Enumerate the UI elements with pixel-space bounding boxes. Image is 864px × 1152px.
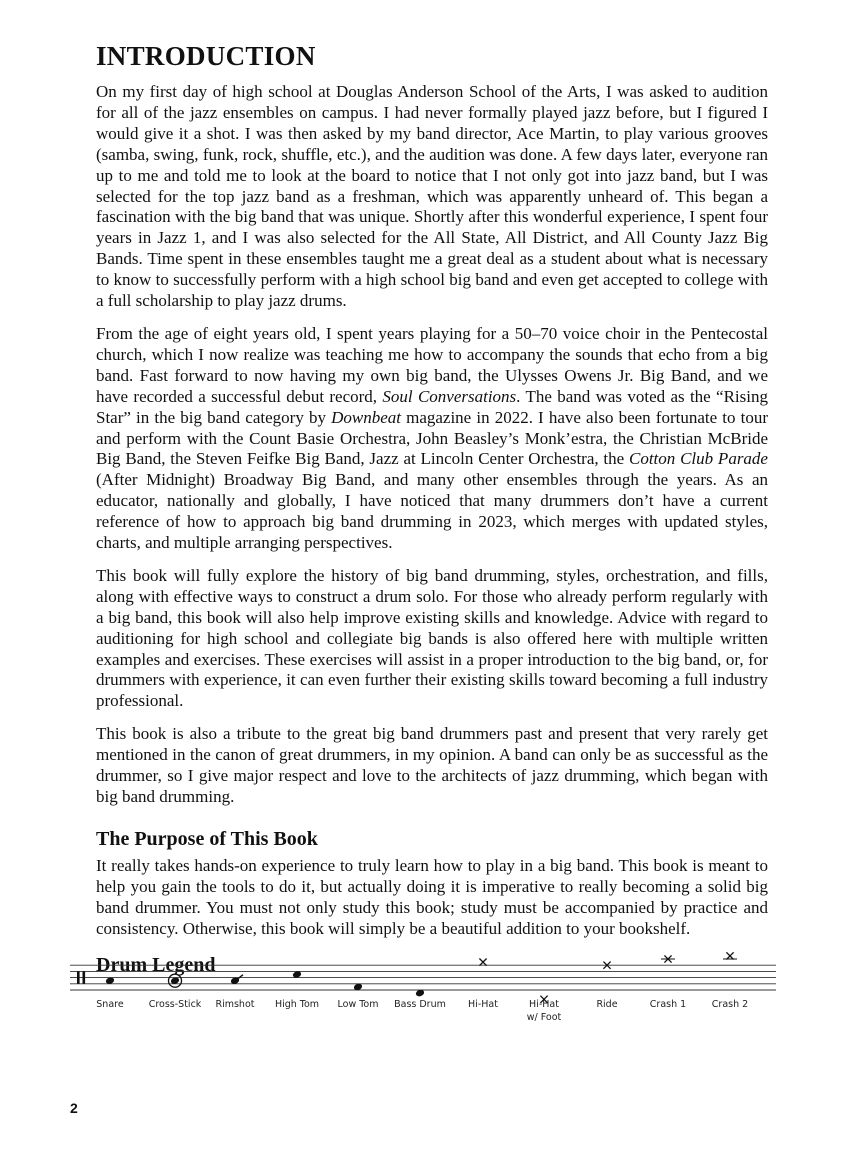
intro-paragraph-4: This book is also a tribute to the great big band drummers past and present that very rarely get mentioned in the canon of great drummers, in my opinion. A band can only be as successful as the drummer, so I give major respect and love to the architects of jazz drumming, which began with big band drumming.: [96, 724, 768, 806]
legend-label: [572, 998, 642, 1011]
magazine-title: Downbeat: [331, 407, 401, 427]
legend-label: [695, 998, 765, 1011]
text-run: (After Midnight) Broadway Big Band, and many other ensembles through the years. As an educator, nationally and globally, I have noticed that many drummers don’t have a current reference of how to approach big band drumming in 2023, which merges with updated styles, charts, and multiple arranging perspectives.: [96, 470, 768, 553]
album-title: Soul Conversations: [382, 386, 517, 406]
legend-label-line: w/ Foot: [526, 1012, 562, 1023]
legend-label: [262, 998, 332, 1011]
legend-label-line: Cross-Stick: [148, 999, 202, 1010]
text-run: . The band was voted as the “Rising Star” in the big band category by: [96, 386, 768, 427]
legend-label-line: Rimshot: [215, 999, 255, 1010]
drum-legend-staff: [70, 955, 770, 1000]
intro-paragraph-3: This book will fully explore the history of big band drumming, styles, orchestration, and fills, along with effective ways to construct a drum solo. For those who already perform regularly with a big band, this book will also help improve existing skills and knowledge. Advice with regard to auditioning for high school and collegiate big bands is also offered here with multiple written examples and exercises. These exercises will assist in a proper introduction to the big band, or, for drummers with experience, it can even further their existing skills toward becoming a full industry professional.: [96, 565, 768, 711]
legend-label-line: High Tom: [274, 999, 320, 1010]
text-run: magazine in 2022. I have also been fortunate to tour and perform with the Count Basie Orchestra, John Beasley’s Monk’estra, the Christian McBride Big Band, the Steven Feifke Big Band, Jazz at Lincoln Center Orchestra, the: [96, 407, 768, 469]
legend-label-line: Hi-Hat: [468, 999, 498, 1010]
text-run: From the age of eight years old, I spent years playing for a 50–70 voice choir in the Pentecostal church, which I now realize was teaching me how to accompany the sounds that echo from a big band. Fast forward to now having my own big band, the Ulysses Owens Jr. Big Band, and we have recorded a successful debut record,: [96, 323, 768, 406]
legend-label: [448, 998, 518, 1011]
purpose-heading: The Purpose of This Book: [96, 827, 318, 850]
drum-legend: [70, 955, 770, 1035]
page-number: 2: [70, 1100, 78, 1116]
purpose-paragraph: It really takes hands-on experience to truly learn how to play in a big band. This book is meant to help you gain the tools to do it, but actually doing it is imperative to really becoming a solid big band drummer. You must not only study this book; study must be accompanied by practice and consistency. Otherwise, this book will simply be a beautiful addition to your bookshelf.: [96, 855, 768, 938]
legend-label-line: Hi-Hat: [529, 999, 559, 1010]
page-title: INTRODUCTION: [96, 41, 316, 71]
percussion-clef-bar: [77, 971, 80, 983]
legend-label-line: Bass Drum: [394, 999, 446, 1010]
legend-label: [200, 998, 270, 1011]
show-title: Cotton Club Parade: [629, 449, 768, 469]
legend-label: [509, 998, 579, 1024]
legend-label: [323, 998, 393, 1011]
legend-label: [633, 998, 703, 1011]
text-column: [96, 36, 768, 982]
drum-legend-heading: Drum Legend: [96, 953, 216, 976]
legend-label: [385, 998, 455, 1011]
percussion-clef-bar: [83, 971, 86, 983]
legend-label-line: Crash 2: [711, 999, 749, 1010]
legend-label-line: Low Tom: [337, 999, 379, 1010]
legend-label-line: Ride: [596, 999, 618, 1010]
legend-label: [75, 998, 145, 1011]
legend-label-line: Snare: [96, 999, 124, 1010]
legend-label-line: Crash 1: [649, 999, 687, 1010]
intro-paragraph-1: On my first day of high school at Douglas Anderson School of the Arts, I was asked to audition for all of the jazz ensembles on campus. I had never formally played jazz before, but I figured I would give it a shot. I was then asked by my band director, Ace Martin, to play various grooves (samba, swing, funk, rock, shuffle, etc.), and the audition was done. A few days later, everyone ran up to me and told me to look at the board to notice that I not only got into jazz band, but I was selected for the top jazz band as a freshman, which was apparently unheard of. This began a fascination with the big band that was unique. Shortly after this wonderful experience, I spent four years in Jazz 1, and I was also selected for the All State, All District, and All County Jazz Big Bands. Time spent in these ensembles taught me a great deal as a student about what is necessary to know to successfully perform with a high school big band and even get accepted to college with a full scholarship to play jazz drums.: [96, 82, 768, 311]
intro-paragraph-2: [96, 324, 768, 554]
